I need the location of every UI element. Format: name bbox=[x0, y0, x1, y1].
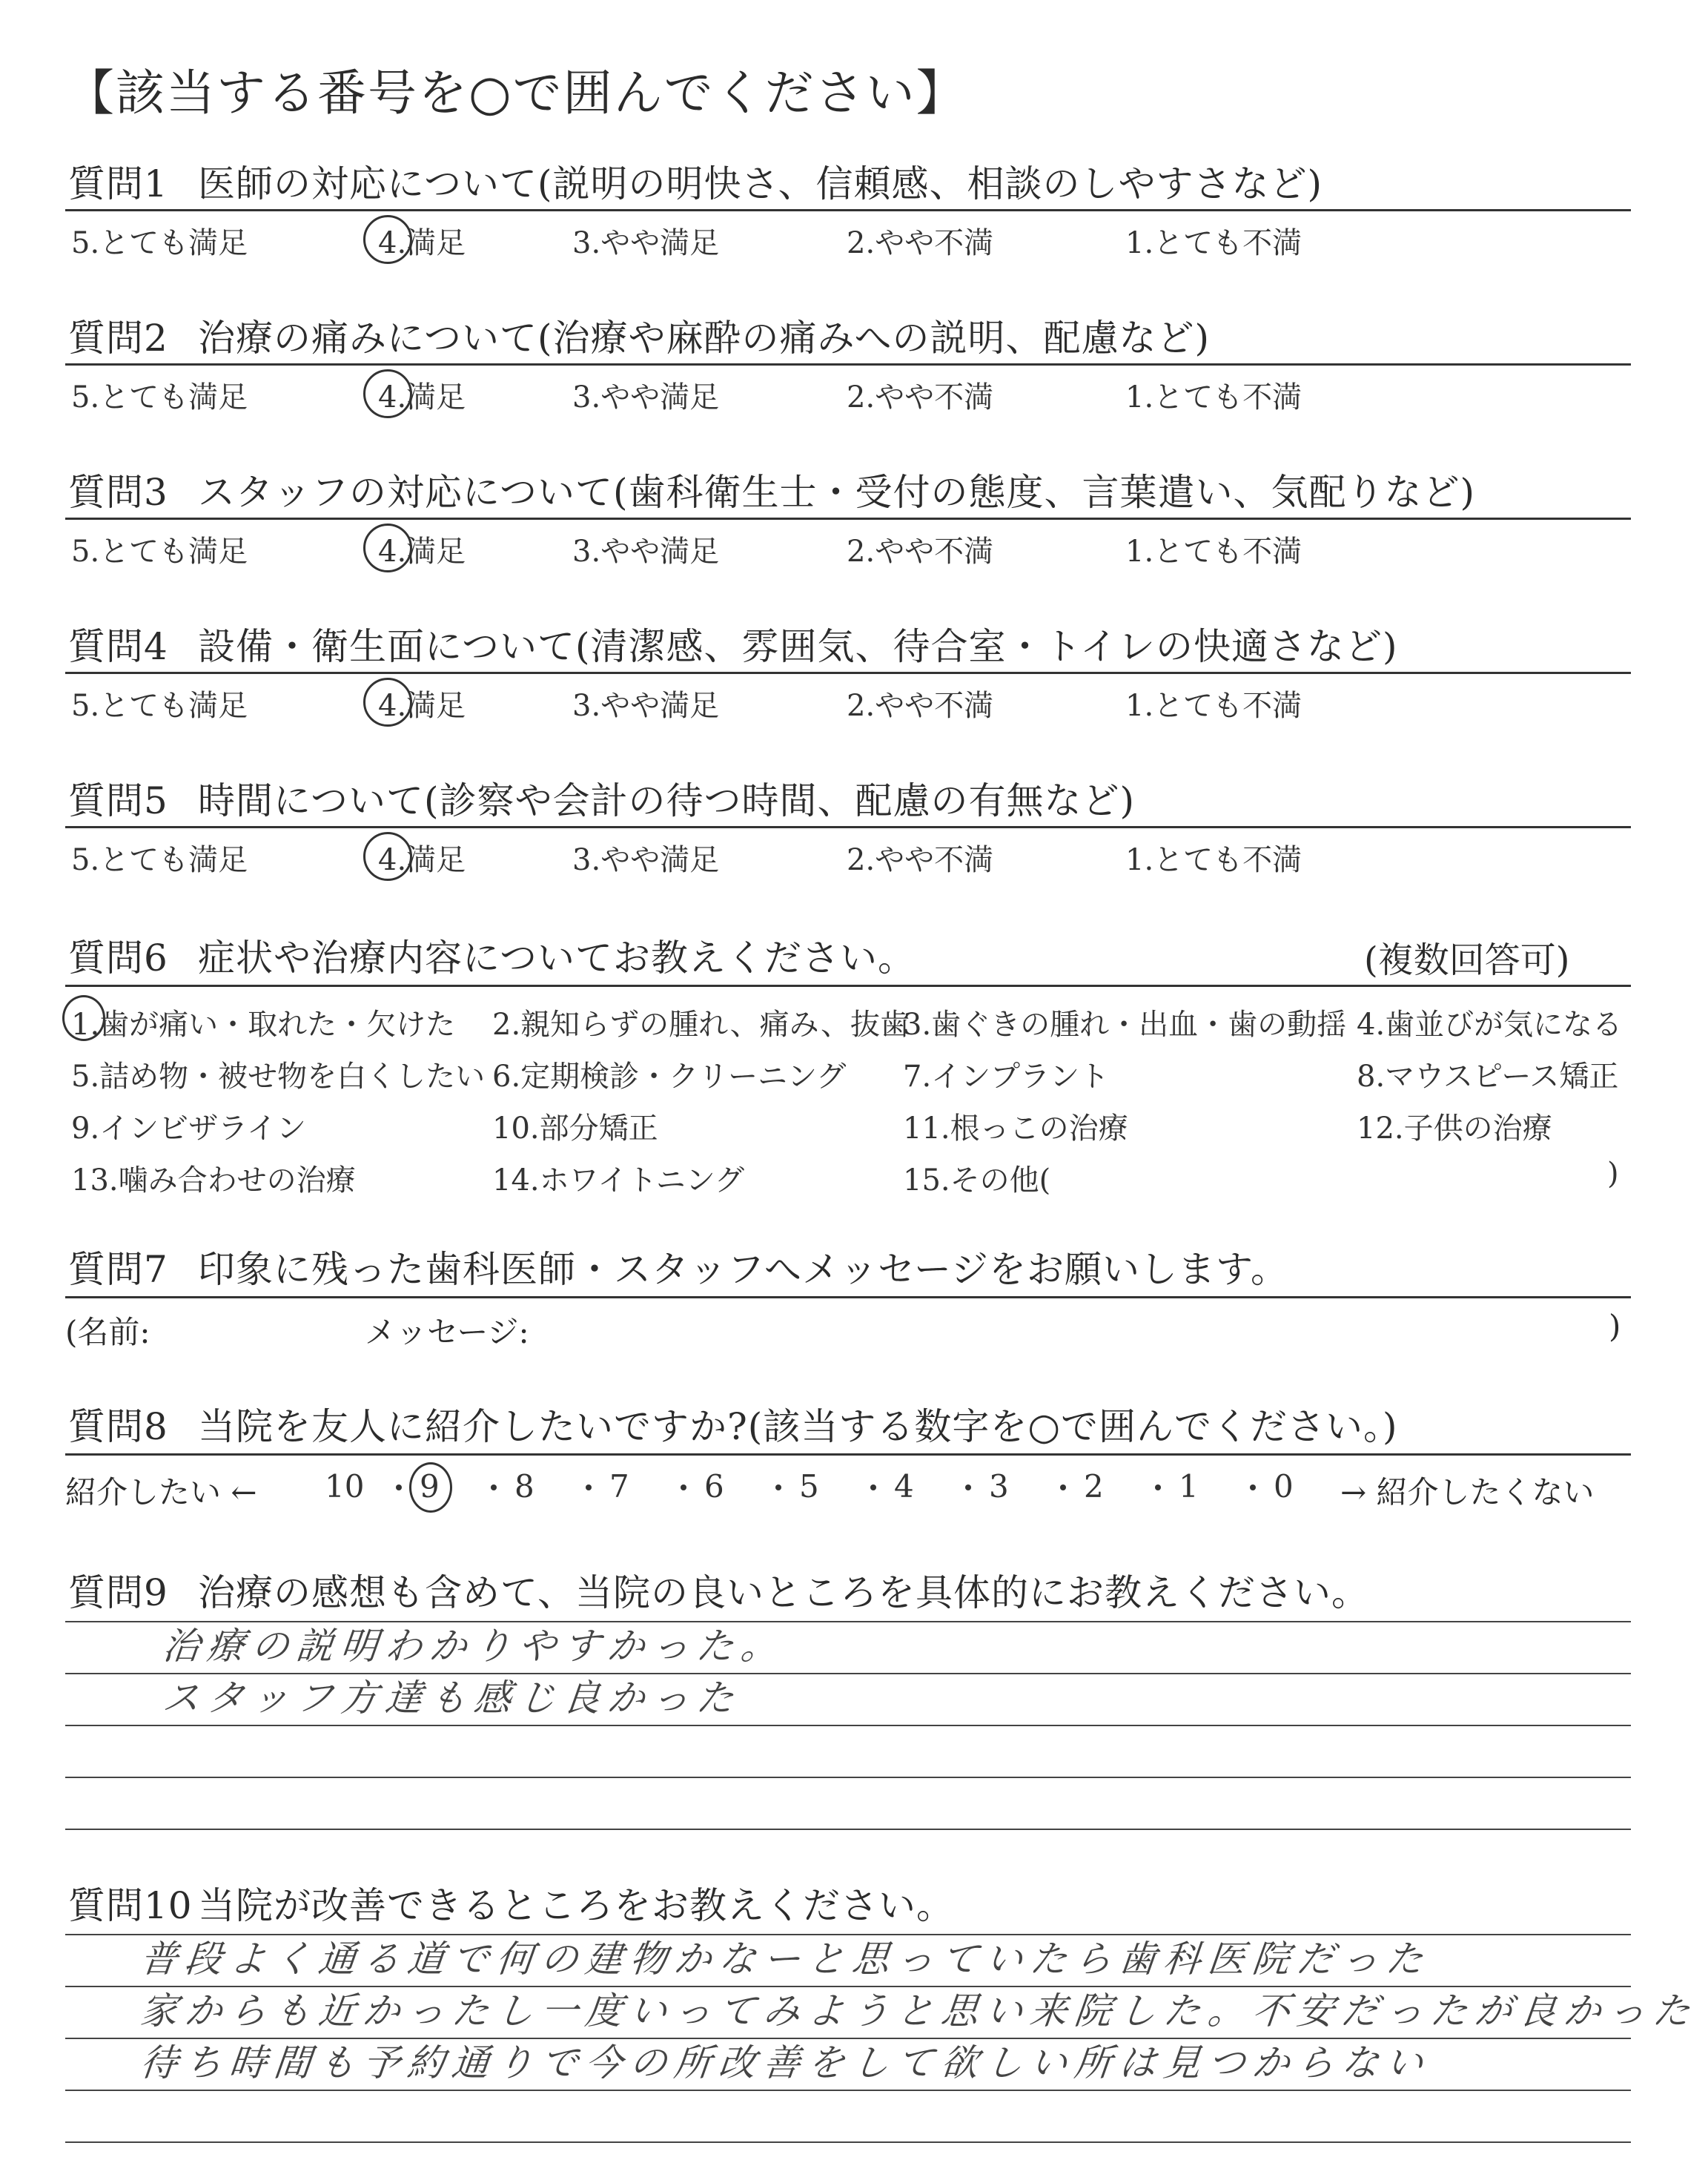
symptom-option[interactable]: 1.歯が痛い・取れた・欠けた bbox=[71, 1008, 456, 1042]
question-rule bbox=[65, 1296, 1631, 1298]
symptom-option[interactable]: 8.マウスピース矯正 bbox=[1357, 1060, 1619, 1094]
rating-option[interactable]: 3.やや満足 bbox=[572, 689, 720, 723]
symptom-option[interactable]: 4.歯並びが気になる bbox=[1357, 1008, 1623, 1042]
symptom-option[interactable]: 14.ホワイトニング bbox=[492, 1163, 745, 1198]
recommend-score-option[interactable]: 3 bbox=[989, 1468, 1009, 1505]
symptom-option[interactable]: 13.噛み合わせの治療 bbox=[71, 1163, 356, 1198]
scale-separator-dot bbox=[775, 1484, 781, 1490]
rating-option[interactable]: 3.やや満足 bbox=[572, 535, 720, 569]
question-number: 質問4 bbox=[68, 625, 168, 668]
symptom-option[interactable]: 3.歯ぐきの腫れ・出血・歯の動揺 bbox=[903, 1008, 1347, 1042]
rating-option[interactable]: 3.やや満足 bbox=[572, 380, 720, 415]
question-rule bbox=[65, 672, 1631, 674]
question-text: 治療の感想も含めて、当院の良いところを具体的にお教えください。 bbox=[198, 1571, 1369, 1614]
handwritten-answer: 待ち時間も予約通りで今の所改善をして欲しい所は見つからない bbox=[138, 2041, 1433, 2084]
question-number: 質問1 bbox=[68, 162, 168, 205]
recommend-score-option[interactable]: 7 bbox=[609, 1468, 629, 1505]
symptom-option[interactable]: 10.部分矯正 bbox=[492, 1112, 658, 1146]
handwritten-answer: スタッフ方達も感じ良かった bbox=[160, 1677, 744, 1720]
question-text: 症状や治療内容についてお教えください。 bbox=[198, 937, 916, 980]
question-rule bbox=[65, 363, 1631, 366]
question-text: 時間について(診察や会計の待つ時間、配慮の有無など) bbox=[198, 779, 1136, 822]
rating-option[interactable]: 2.やや不満 bbox=[847, 226, 994, 260]
rating-option[interactable]: 2.やや不満 bbox=[847, 843, 994, 877]
symptom-option[interactable]: 5.詰め物・被せ物を白くしたい bbox=[71, 1060, 486, 1094]
symptom-option[interactable]: 11.根っこの治療 bbox=[903, 1112, 1128, 1146]
rating-option[interactable]: 2.やや不満 bbox=[847, 535, 994, 569]
scale-separator-dot bbox=[586, 1484, 592, 1490]
scale-separator-dot bbox=[396, 1484, 402, 1490]
question-rule bbox=[65, 209, 1631, 211]
rating-option[interactable]: 1.とても不満 bbox=[1125, 843, 1302, 877]
recommend-score-option[interactable]: 2 bbox=[1084, 1468, 1104, 1505]
selected-answer-circle bbox=[363, 369, 412, 418]
name-label: (名前: bbox=[65, 1314, 150, 1350]
page-title: 【該当する番号を○で囲んでください】 bbox=[65, 65, 967, 122]
other-close-paren: ) bbox=[1607, 1157, 1619, 1191]
question-text: 医師の対応について(説明の明快さ、信頼感、相談のしやすさなど) bbox=[198, 162, 1323, 205]
answer-line bbox=[65, 1829, 1631, 1830]
recommend-score-option[interactable]: 6 bbox=[704, 1468, 724, 1505]
question-text: 設備・衛生面について(清潔感、雰囲気、待合室・トイレの快適さなど) bbox=[198, 625, 1398, 668]
rating-option[interactable]: 4.満足 bbox=[378, 689, 466, 723]
handwritten-answer: 治療の説明わかりやすかった。 bbox=[160, 1625, 788, 1668]
symptom-option[interactable]: 7.インプラント bbox=[903, 1060, 1110, 1094]
question-rule bbox=[65, 518, 1631, 520]
recommend-score-option[interactable]: 1 bbox=[1179, 1468, 1199, 1505]
close-paren: ) bbox=[1609, 1308, 1621, 1344]
scale-separator-dot bbox=[491, 1484, 497, 1490]
rating-option[interactable]: 4.満足 bbox=[378, 843, 466, 877]
question-number: 質問2 bbox=[68, 317, 168, 360]
question-number: 質問7 bbox=[68, 1248, 168, 1291]
question-number: 質問8 bbox=[68, 1405, 168, 1448]
answer-line bbox=[65, 2141, 1631, 2143]
symptom-option[interactable]: 12.子供の治療 bbox=[1357, 1112, 1552, 1146]
rating-option[interactable]: 2.やや不満 bbox=[847, 689, 994, 723]
question-text: 治療の痛みについて(治療や麻酔の痛みへの説明、配慮など) bbox=[198, 317, 1211, 360]
message-label: メッセージ: bbox=[365, 1314, 529, 1350]
rating-option[interactable]: 4.満足 bbox=[378, 226, 466, 260]
question-number: 質問9 bbox=[68, 1571, 168, 1614]
rating-option[interactable]: 4.満足 bbox=[378, 535, 466, 569]
scale-separator-dot bbox=[1250, 1484, 1256, 1490]
recommend-score-option[interactable]: 5 bbox=[799, 1468, 819, 1505]
rating-option[interactable]: 4.満足 bbox=[378, 380, 466, 415]
rating-option[interactable]: 1.とても不満 bbox=[1125, 380, 1302, 415]
selected-answer-circle bbox=[363, 832, 412, 881]
question-rule bbox=[65, 826, 1631, 828]
selected-answer-circle bbox=[363, 215, 412, 264]
recommend-score-option[interactable]: 10 bbox=[325, 1468, 365, 1505]
rating-option[interactable]: 3.やや満足 bbox=[572, 843, 720, 877]
symptom-option[interactable]: 6.定期検診・クリーニング bbox=[492, 1060, 847, 1094]
scale-separator-dot bbox=[681, 1484, 686, 1490]
selected-answer-circle bbox=[363, 678, 412, 727]
scale-separator-dot bbox=[870, 1484, 876, 1490]
rating-option[interactable]: 5.とても満足 bbox=[71, 689, 248, 723]
recommend-left-label: 紹介したい ← bbox=[65, 1474, 257, 1510]
recommend-score-option[interactable]: 0 bbox=[1274, 1468, 1294, 1505]
question-number: 質問10 bbox=[68, 1884, 193, 1927]
rating-option[interactable]: 2.やや不満 bbox=[847, 380, 994, 415]
scale-separator-dot bbox=[1060, 1484, 1066, 1490]
answer-line bbox=[65, 1725, 1631, 1726]
multiple-answer-note: (複数回答可) bbox=[1364, 939, 1570, 981]
question-rule bbox=[65, 985, 1631, 987]
selected-answer-circle bbox=[409, 1462, 452, 1513]
handwritten-answer: 普段よく通る道で何の建物かなーと思っていたら歯科医院だった bbox=[138, 1938, 1433, 1981]
scale-separator-dot bbox=[1155, 1484, 1161, 1490]
symptom-option[interactable]: 15.その他( bbox=[903, 1163, 1051, 1198]
question-text: 当院が改善できるところをお教えください。 bbox=[198, 1884, 954, 1927]
recommend-score-option[interactable]: 4 bbox=[894, 1468, 914, 1505]
rating-option[interactable]: 5.とても満足 bbox=[71, 535, 248, 569]
symptom-option[interactable]: 2.親知らずの腫れ、痛み、抜歯 bbox=[492, 1008, 910, 1042]
rating-option[interactable]: 1.とても不満 bbox=[1125, 226, 1302, 260]
recommend-score-option[interactable]: 8 bbox=[514, 1468, 534, 1505]
rating-option[interactable]: 5.とても満足 bbox=[71, 843, 248, 877]
question-rule bbox=[65, 1453, 1631, 1456]
question-text: 印象に残った歯科医師・スタッフへメッセージをお願いします。 bbox=[198, 1248, 1288, 1291]
answer-line bbox=[65, 1777, 1631, 1778]
handwritten-answer: 家からも近かったし一度いってみようと思い来院した。不安だったが良かった bbox=[138, 1989, 1700, 2032]
rating-option[interactable]: 5.とても満足 bbox=[71, 380, 248, 415]
scale-separator-dot bbox=[965, 1484, 971, 1490]
rating-option[interactable]: 3.やや満足 bbox=[572, 226, 720, 260]
selected-answer-circle bbox=[363, 524, 412, 572]
question-text: スタッフの対応について(歯科衛生士・受付の態度、言葉遣い、気配りなど) bbox=[198, 471, 1476, 514]
recommend-right-label: → 紹介したくない bbox=[1340, 1474, 1595, 1510]
rating-option[interactable]: 1.とても不満 bbox=[1125, 535, 1302, 569]
question-number: 質問3 bbox=[68, 471, 168, 514]
rating-option[interactable]: 5.とても満足 bbox=[71, 226, 248, 260]
question-text: 当院を友人に紹介したいですか?(該当する数字を○で囲んでください。) bbox=[198, 1405, 1398, 1448]
symptom-option[interactable]: 9.インビザライン bbox=[71, 1112, 306, 1146]
question-number: 質問6 bbox=[68, 937, 168, 980]
answer-line bbox=[65, 2090, 1631, 2091]
selected-answer-circle bbox=[62, 995, 105, 1041]
rating-option[interactable]: 1.とても不満 bbox=[1125, 689, 1302, 723]
recommend-score-option[interactable]: 9 bbox=[420, 1468, 440, 1505]
question-number: 質問5 bbox=[68, 779, 168, 822]
